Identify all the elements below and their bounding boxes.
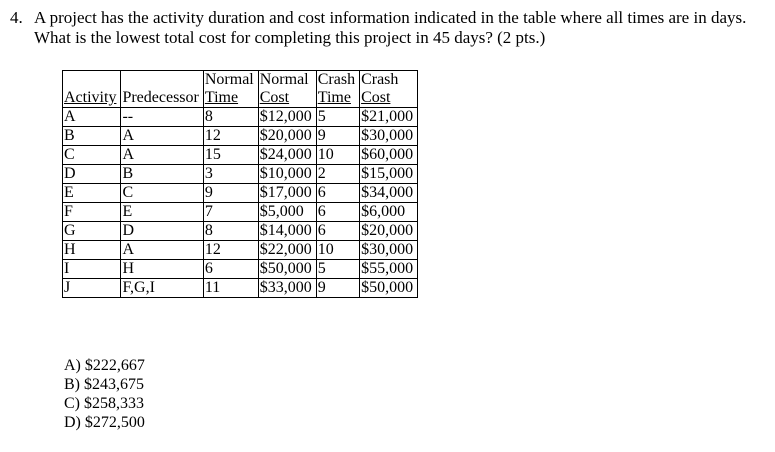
cell-predecessor: A	[121, 241, 203, 260]
cell-predecessor: D	[121, 222, 203, 241]
cell-crash-cost: $60,000	[360, 146, 418, 165]
question-number: 4.	[10, 8, 23, 27]
table-row	[63, 127, 418, 146]
cell-normal-time: 12	[203, 241, 258, 260]
cell-crash-time: 5	[316, 108, 359, 127]
cell-crash-time: 10	[316, 146, 359, 165]
table-row	[63, 222, 418, 241]
cell-crash-time: 9	[316, 279, 359, 298]
cell-activity: C	[63, 146, 121, 165]
question	[10, 8, 765, 48]
cell-predecessor: --	[121, 108, 203, 127]
header-normal-time: Normal Time	[203, 71, 258, 108]
table-row	[63, 184, 418, 203]
header-activity: Activity	[63, 71, 121, 108]
table-row	[63, 203, 418, 222]
answer-a: A) $222,667	[64, 357, 145, 374]
answer-d: D) $272,500	[64, 414, 145, 431]
header-crash-time: Crash Time	[316, 71, 359, 108]
cell-normal-time: 3	[203, 165, 258, 184]
cell-normal-time: 7	[203, 203, 258, 222]
question-text: A project has the activity duration and cost information indicated in the table where all times are in days. What is the lowest total cost for completing this project in 45 days? (2 pts.)	[34, 8, 747, 47]
answer-b: B) $243,675	[64, 376, 144, 393]
cell-normal-time: 11	[203, 279, 258, 298]
cell-activity: F	[63, 203, 121, 222]
cell-crash-cost: $30,000	[360, 241, 418, 260]
table-row	[63, 165, 418, 184]
cell-predecessor: B	[121, 165, 203, 184]
cell-normal-cost: $12,000	[258, 108, 316, 127]
cell-normal-cost: $22,000	[258, 241, 316, 260]
cell-crash-time: 10	[316, 241, 359, 260]
cell-normal-time: 8	[203, 222, 258, 241]
table-row	[63, 146, 418, 165]
cell-predecessor: C	[121, 184, 203, 203]
cell-predecessor: A	[121, 127, 203, 146]
cell-crash-cost: $21,000	[360, 108, 418, 127]
cell-crash-time: 6	[316, 184, 359, 203]
cell-normal-time: 15	[203, 146, 258, 165]
cell-crash-cost: $6,000	[360, 203, 418, 222]
cell-normal-time: 6	[203, 260, 258, 279]
table-body	[63, 108, 418, 298]
cell-activity: J	[63, 279, 121, 298]
cell-crash-time: 6	[316, 222, 359, 241]
cell-normal-cost: $17,000	[258, 184, 316, 203]
table-header-row	[63, 71, 418, 108]
cell-crash-time: 2	[316, 165, 359, 184]
cell-activity: B	[63, 127, 121, 146]
cell-crash-time: 9	[316, 127, 359, 146]
cell-activity: I	[63, 260, 121, 279]
cell-normal-cost: $10,000	[258, 165, 316, 184]
header-crash-cost: Crash Cost	[360, 71, 418, 108]
cell-crash-time: 5	[316, 260, 359, 279]
header-normal-cost: Normal Cost	[258, 71, 316, 108]
cell-normal-cost: $24,000	[258, 146, 316, 165]
table-row	[63, 108, 418, 127]
header-predecessor: Predecessor	[121, 71, 203, 108]
cell-crash-cost: $50,000	[360, 279, 418, 298]
table-row	[63, 260, 418, 279]
cell-crash-time: 6	[316, 203, 359, 222]
cell-crash-cost: $55,000	[360, 260, 418, 279]
activity-table	[62, 70, 418, 298]
answer-c: C) $258,333	[64, 395, 144, 412]
cell-crash-cost: $15,000	[360, 165, 418, 184]
cell-predecessor: H	[121, 260, 203, 279]
cell-normal-cost: $50,000	[258, 260, 316, 279]
answer-choices	[64, 356, 145, 432]
cell-predecessor: A	[121, 146, 203, 165]
cell-normal-cost: $33,000	[258, 279, 316, 298]
cell-activity: D	[63, 165, 121, 184]
cell-activity: E	[63, 184, 121, 203]
cell-normal-time: 9	[203, 184, 258, 203]
cell-normal-cost: $5,000	[258, 203, 316, 222]
cell-activity: G	[63, 222, 121, 241]
cell-crash-cost: $30,000	[360, 127, 418, 146]
cell-normal-cost: $20,000	[258, 127, 316, 146]
cell-activity: H	[63, 241, 121, 260]
cell-crash-cost: $34,000	[360, 184, 418, 203]
cell-predecessor: F,G,I	[121, 279, 203, 298]
cell-normal-time: 12	[203, 127, 258, 146]
table-row	[63, 279, 418, 298]
cell-normal-time: 8	[203, 108, 258, 127]
cell-normal-cost: $14,000	[258, 222, 316, 241]
cell-crash-cost: $20,000	[360, 222, 418, 241]
cell-predecessor: E	[121, 203, 203, 222]
cell-activity: A	[63, 108, 121, 127]
table-row	[63, 241, 418, 260]
